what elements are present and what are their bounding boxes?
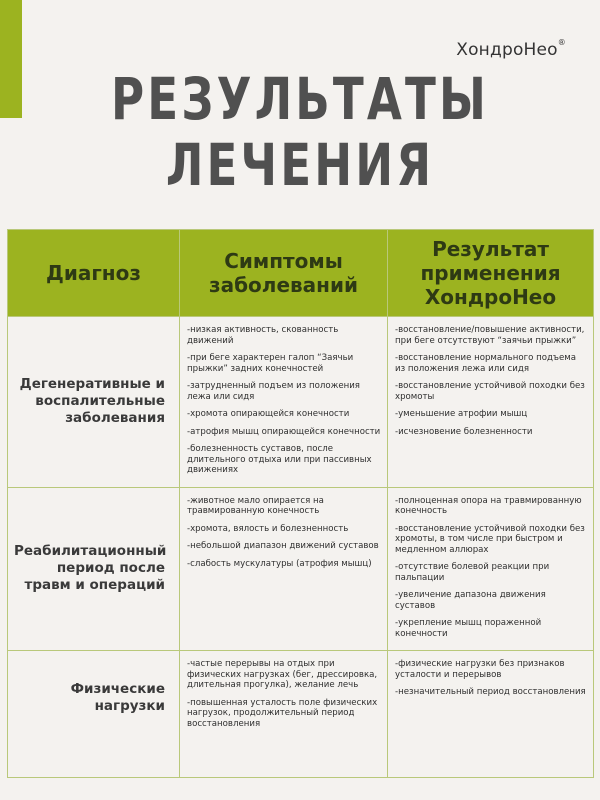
symptom-item: -низкая активность, скованность движений <box>187 325 339 346</box>
symptom-item: -болезненность суставов, после длительного отдыха или при пассивных движениях <box>187 444 372 475</box>
brand-logo <box>456 40 566 60</box>
result-list <box>395 496 587 640</box>
result-list <box>395 325 587 437</box>
result-item: -незначительный период восстановления <box>395 687 586 697</box>
symptom-item: -затрудненный подъем из положения лежа или сидя <box>187 381 360 402</box>
results-table <box>7 229 594 778</box>
symptom-item: -животное мало опирается на травмированную конечность <box>187 495 324 516</box>
diagnosis-cell: Физические нагрузки <box>8 651 180 778</box>
symptoms-list <box>187 659 381 729</box>
result-item: -восстановление нормального подъема из положения лежа или сидя <box>395 353 577 374</box>
table-row <box>8 487 594 651</box>
diagnosis-cell: Реабилитационный период после травм и операций <box>8 487 180 651</box>
title-line-1: РЕЗУЛЬТАТЫ <box>111 65 489 133</box>
symptoms-cell <box>180 651 388 778</box>
page-title <box>66 66 534 198</box>
symptom-item: -хромота, вялость и болезненность <box>187 523 349 534</box>
registered-mark: ® <box>557 38 566 47</box>
result-cell <box>388 651 594 778</box>
result-item: -уменьшение атрофии мышц <box>395 409 528 419</box>
accent-bar <box>0 0 22 118</box>
brand-name: ХондроНео <box>456 40 558 60</box>
result-cell <box>388 317 594 488</box>
symptoms-list <box>187 325 381 476</box>
result-list <box>395 659 587 698</box>
result-cell <box>388 487 594 651</box>
result-item: -восстановление устойчивой походки без хромоты <box>395 381 585 402</box>
result-item: -укрепление мышц пораженной конечности <box>395 618 542 639</box>
result-item: -отсутствие болевой реакции при пальпации <box>395 562 550 583</box>
result-item: -увеличение дапазона движения суставов <box>395 590 546 611</box>
table-row <box>8 651 594 778</box>
result-item: -исчезновение болезненности <box>395 426 533 437</box>
symptom-item: -хромота опирающейся конечности <box>187 409 350 419</box>
symptom-item: -повышенная усталость поле физических нагрузок, продолжительный период восстановления <box>187 697 378 729</box>
symptom-item: -при беге характерен галоп “Заячьи прыжки” задних конечностей <box>187 353 354 374</box>
header-symptoms: Симптомы заболеваний <box>180 230 388 317</box>
table-header-row <box>8 230 594 317</box>
symptoms-cell <box>180 487 388 651</box>
symptom-item: -небольшой диапазон движений суставов <box>187 541 379 551</box>
result-item: -восстановление/повышение активности, при беге отсутствуют “заячьи прыжки” <box>395 325 585 346</box>
title-line-2: ЛЕЧЕНИЯ <box>165 131 435 199</box>
header-diagnosis: Диагноз <box>8 230 180 317</box>
symptoms-list <box>187 496 381 570</box>
symptoms-cell <box>180 317 388 488</box>
result-item: -восстановление устойчивой походки без хромоты, в том числе при быстром и медленном аллюрах <box>395 523 585 555</box>
symptom-item: -атрофия мышц опирающейся конечности <box>187 426 381 437</box>
symptom-item: -частые перерывы на отдых при физических нагрузках (бег, дрессировка, длительная прогулка), желание лечь <box>187 659 378 690</box>
result-item: -полноценная опора на травмированную конечность <box>395 495 582 516</box>
result-item: -физические нагрузки без признаков усталости и перерывов <box>395 659 565 680</box>
diagnosis-cell: Дегенеративные и воспалительные заболевания <box>8 317 180 488</box>
header-result: Результат применения ХондроНео <box>388 230 594 317</box>
symptom-item: -слабость мускулатуры (атрофия мышц) <box>187 558 372 569</box>
table-row <box>8 317 594 488</box>
